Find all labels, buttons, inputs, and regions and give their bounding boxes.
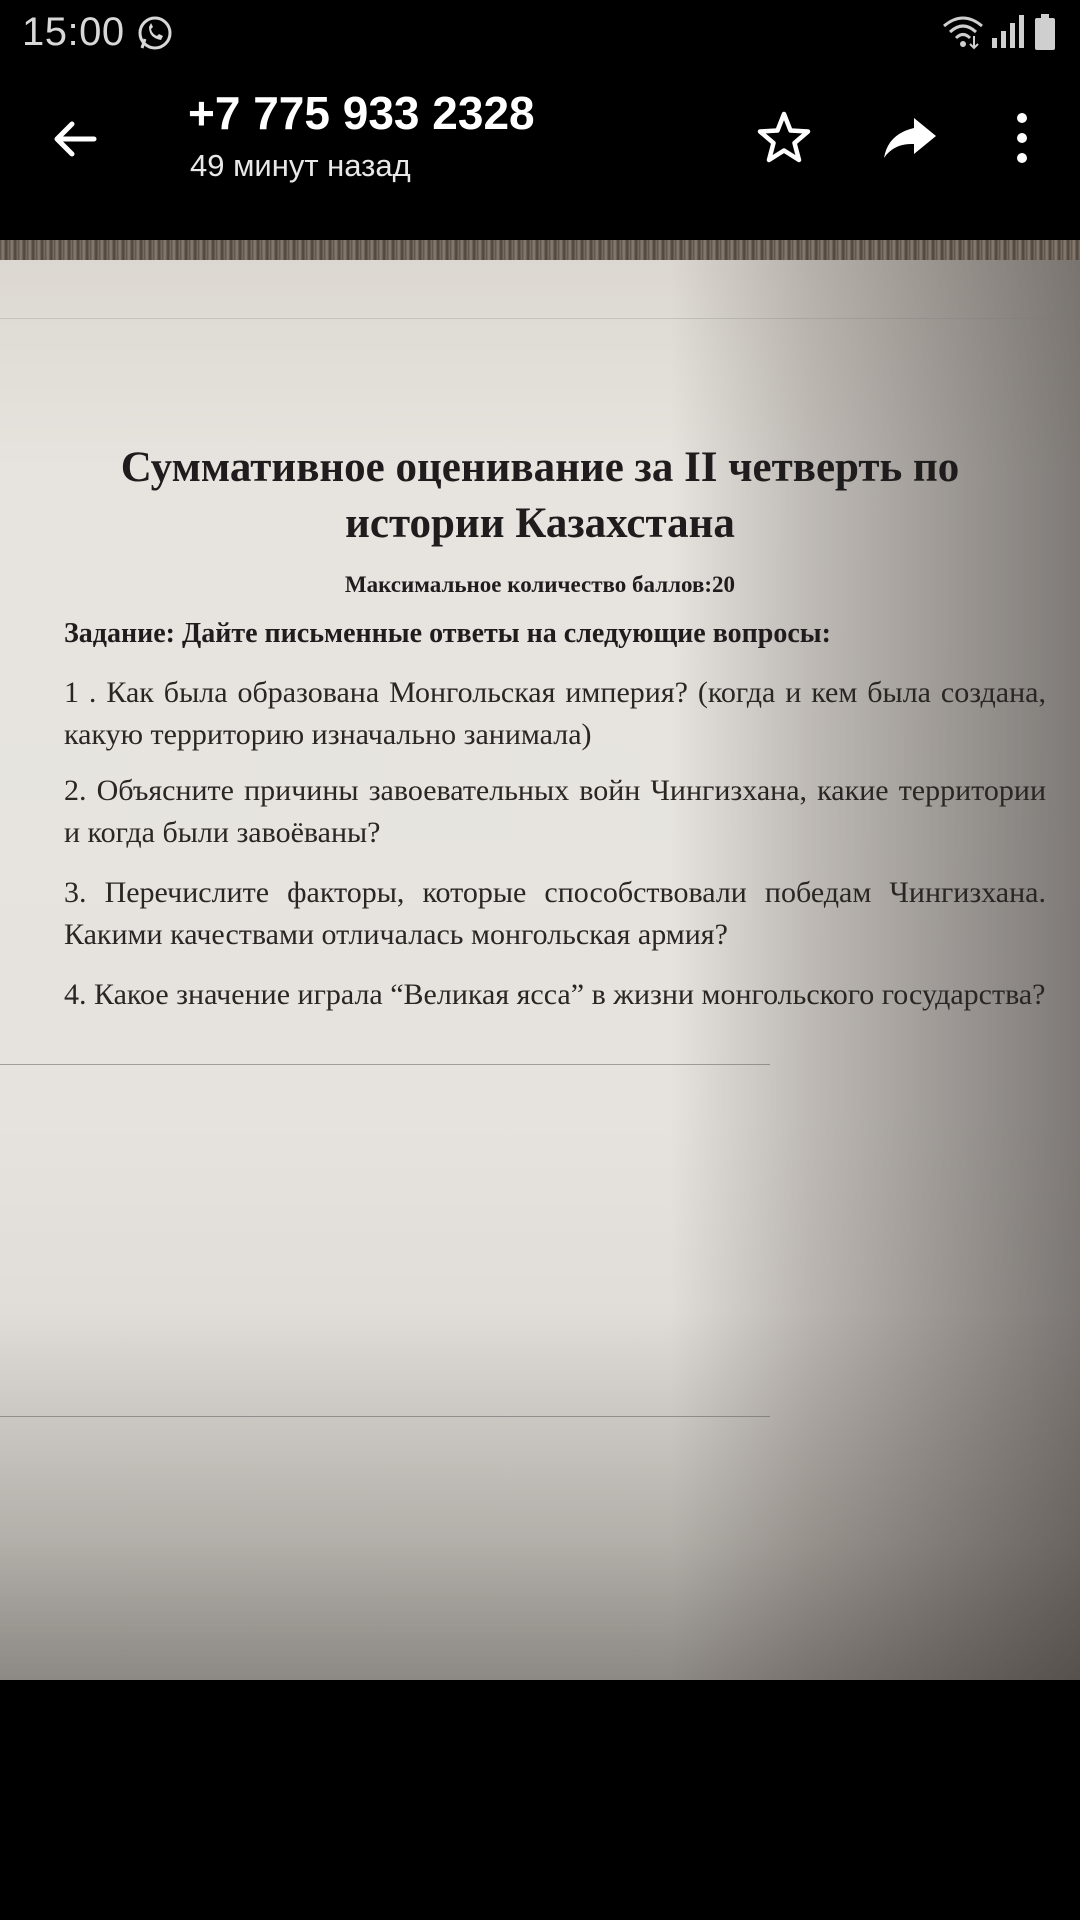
forward-button[interactable]	[878, 106, 942, 170]
paper-fold-line	[0, 318, 1080, 319]
document-title	[60, 440, 1020, 552]
question-3: 3. Перечислите факторы, которые способствовали победам Чингизхана. Какими качествами отличалась монгольская армия?	[64, 876, 1046, 951]
document-title-line-1: Суммативное оценивание за II четверть по	[120, 444, 960, 491]
back-button[interactable]	[40, 104, 110, 174]
status-time: 15:00	[22, 10, 125, 54]
signal-icon	[990, 14, 1026, 48]
star-outline-icon	[752, 106, 816, 170]
app-bar	[0, 66, 1080, 236]
status-bar	[0, 0, 1080, 66]
forward-arrow-icon	[878, 106, 942, 170]
whatsapp-icon	[136, 14, 174, 52]
wifi-icon	[940, 14, 986, 50]
bottom-empty-area	[0, 1680, 1080, 1920]
star-button[interactable]	[752, 106, 816, 170]
arrow-left-icon	[50, 114, 100, 164]
last-seen-subtitle: 49 минут назад	[190, 148, 411, 183]
question-2: 2. Объясните причины завоевательных войн Чингизхана, какие территории и когда были завоёваны?	[64, 774, 1046, 849]
max-points-text: Максимальное количество баллов:20	[344, 572, 736, 597]
more-vertical-icon	[1000, 106, 1044, 170]
more-options-button[interactable]	[1000, 106, 1044, 170]
paper-sheet	[0, 260, 1080, 1680]
question-1: 1 . Как была образована Монгольская империя? (когда и кем была создана, какую территорию изначально занимала)	[64, 676, 1046, 751]
answer-line	[0, 1064, 770, 1065]
question-4: 4. Какое значение играла “Великая ясса” в жизни монгольского государства?	[64, 978, 1046, 1011]
battery-icon	[1034, 14, 1056, 50]
shadow-overlay	[0, 1310, 1080, 1680]
media-image[interactable]	[0, 240, 1080, 1680]
document-title-line-2: истории Казахстана	[345, 500, 735, 547]
task-instruction: Задание: Дайте письменные ответы на следующие вопросы:	[64, 618, 831, 649]
contact-title[interactable]: +7 775 933 2328	[188, 87, 535, 139]
